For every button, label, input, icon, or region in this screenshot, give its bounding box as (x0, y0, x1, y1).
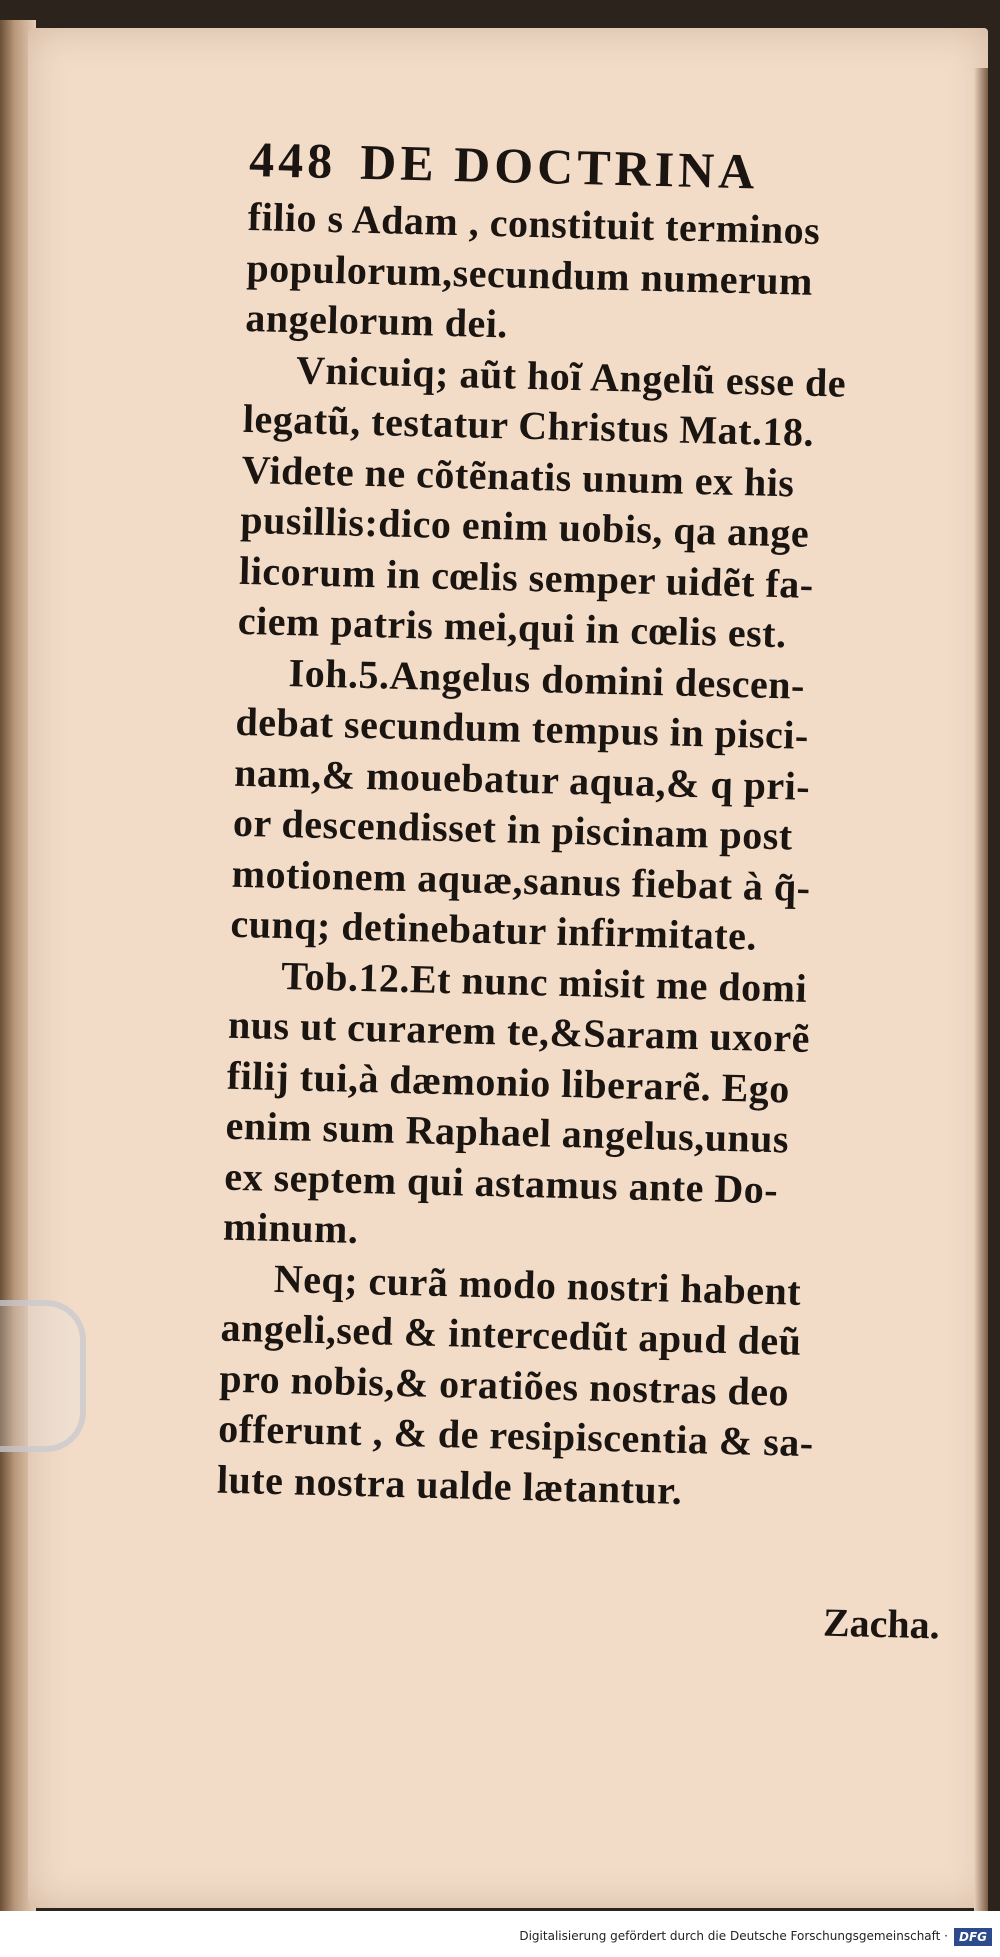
text-line: ex septem qui astamus ante Do- (223, 1153, 779, 1212)
text-line: enim sum Raphael angelus,unus (225, 1102, 790, 1162)
text-line: Videte ne cõtẽnatis unum ex his (241, 446, 796, 505)
text-line: populorum,secundum numerum (246, 244, 814, 304)
text-line: motionem aquæ,sanus fiebat à q̃- (231, 850, 812, 910)
text-line: minum. (222, 1203, 359, 1252)
text-line: nam,& mouebatur aqua,& q pri- (233, 749, 811, 809)
text-line: Ioh.5.Angelus domini descen- (288, 649, 806, 708)
text-line: licorum in cœlis semper uidẽt fa- (238, 547, 815, 607)
page-number: 448 (248, 130, 337, 190)
text-line: pusillis:dico enim uobis, qa ange (239, 496, 810, 556)
text-line: angeli,sed & intercedũt apud deũ (220, 1304, 803, 1364)
text-line: cunq; detinebatur infirmitate. (230, 900, 758, 959)
text-line: lute nostra ualde lætantur. (216, 1456, 683, 1513)
text-line: offerunt , & de resipiscentia & sa- (217, 1405, 815, 1466)
dfg-logo-icon: DFG (954, 1928, 992, 1946)
page-text (216, 130, 939, 1521)
page-clip (0, 1300, 86, 1452)
text-line: ciem patris mei,qui in cœlis est. (237, 597, 788, 657)
page-edge-right (974, 68, 988, 1928)
text-line: Vnicuiq; aũt hoĩ Angelũ esse de (295, 346, 847, 406)
text-line: legatũ, testatur Christus Mat.18. (242, 395, 815, 455)
catchword: Zacha. (822, 1599, 941, 1648)
digitization-credit: Digitalisierung gefördert durch die Deutsche Forschungsgemeinschaft · (519, 1929, 948, 1943)
text-line: nus ut curarem te,&Saram uxorẽ (227, 1001, 811, 1061)
footer-bar (0, 1911, 1000, 1957)
text-line: or descendisset in piscinam post (232, 799, 794, 859)
text-line: angelorum dei. (244, 294, 509, 347)
text-line: filio s Adam , constituit terminos (247, 193, 821, 253)
text-line: Neq; curã modo nostri habent (273, 1255, 802, 1314)
text-line: Tob.12.Et nunc misit me domi (280, 952, 808, 1011)
running-title: DE DOCTRINA (359, 133, 760, 200)
text-line: filij tui,à dæmonio liberarẽ. Ego (226, 1052, 791, 1111)
text-line: pro nobis,& oratiões nostras deo (218, 1355, 790, 1415)
text-line: debat secundum tempus in pisci- (234, 698, 810, 758)
